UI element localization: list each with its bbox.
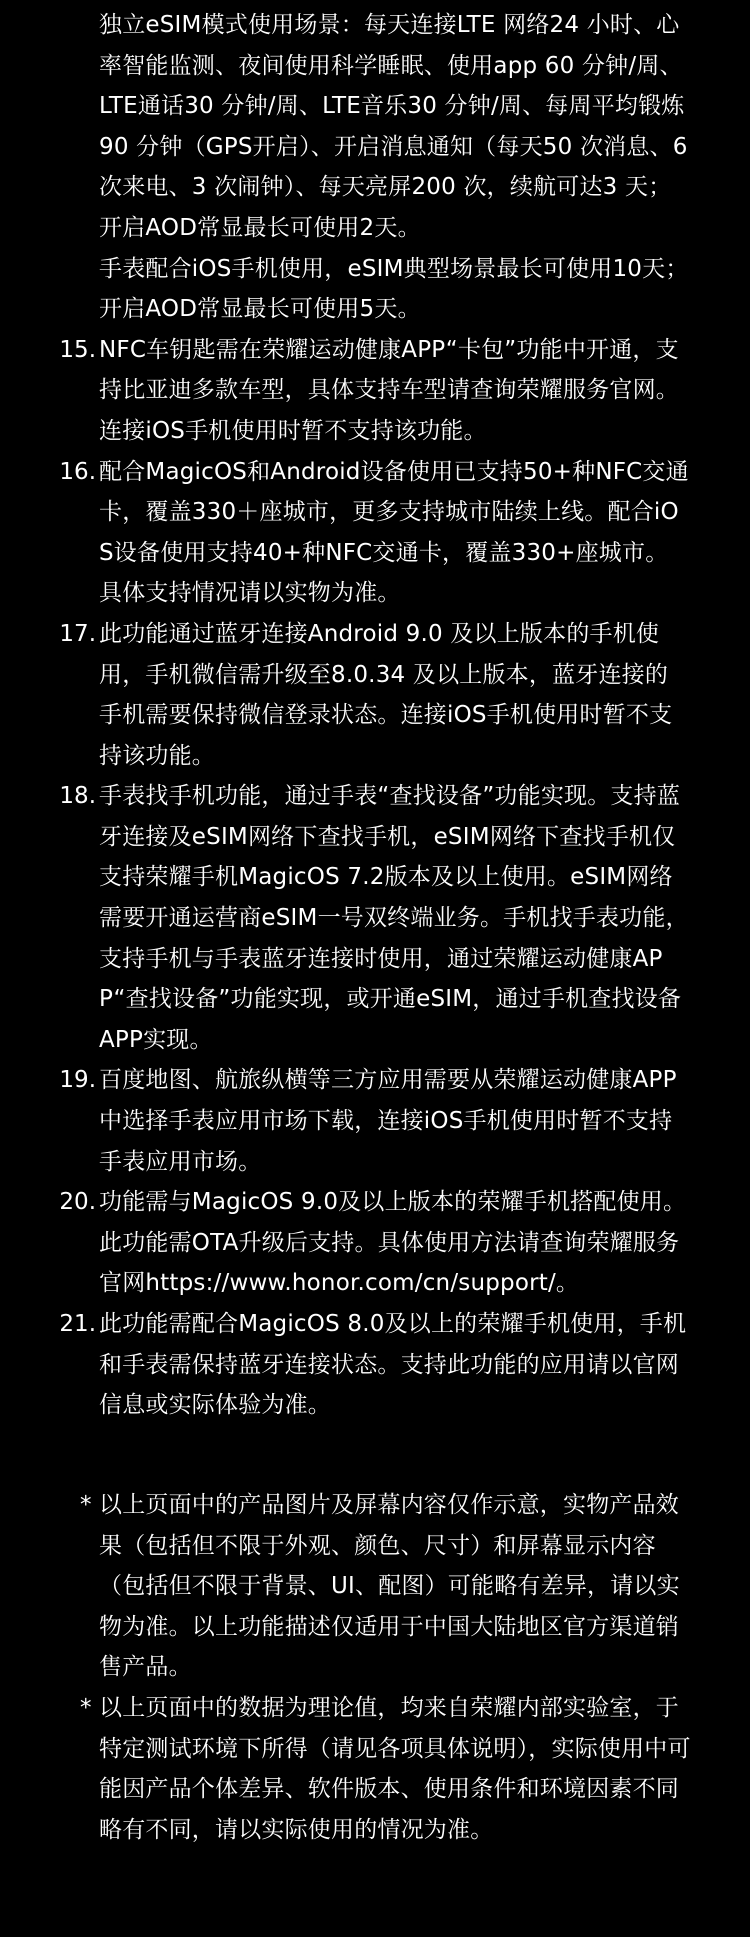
asterisk-mark: * — [80, 1492, 92, 1518]
footnote-number: 16. — [59, 458, 96, 485]
footnote-item — [0, 1060, 750, 1182]
disclaimer-item — [0, 1485, 750, 1688]
footnote-ios-battery: 手表配合iOS手机使用，eSIM典型场景最长可使用10天；开启AOD常显最长可使用5天。 — [99, 255, 689, 323]
footnote-item — [0, 776, 750, 1060]
footnote-number: 19. — [59, 1067, 96, 1094]
footnotes-list — [0, 5, 750, 1426]
asterisk-mark: * — [80, 1694, 92, 1721]
footnote-text: 手表找手机功能，通过手表“查找设备”功能实现。支持蓝牙连接及eSIM网络下查找手机，eSIM网络下查找手机仅支持荣耀手机MagicOS 7.2版本及以上使用。eSIM网络需要开通运营商eSIM一号双终端业务。手机找手表功能，支持手机与手表蓝牙连接时使用，通过荣耀运动健康APP“查找设备”功能实现，或开通eSIM，通过手机查找设备APP实现。 — [99, 783, 689, 1053]
footnote-item — [0, 614, 750, 776]
footnote-esim-scenario: 独立eSIM模式使用场景：每天连接LTE 网络24 小时、心率智能监测、夜间使用科学睡眠、使用app 60 分钟/周、LTE通话30 分钟/周、LTE音乐30 分钟/周、每周平均锻炼90 分钟（GPS开启）、开启消息通知（每天50 次消息、6 次来电、3 次闹钟）、每天亮屏200 次，续航可达3 天；开启AOD常显最长可使用2天。 — [99, 12, 688, 241]
footnote-item — [0, 1182, 750, 1304]
footnote-number: 18. — [59, 783, 96, 810]
disclaimer-item — [0, 1688, 750, 1850]
disclaimer-list — [0, 1485, 750, 1850]
footnote-text: 此功能通过蓝牙连接Android 9.0 及以上版本的手机使用，手机微信需升级至8.0.34 及以上版本，蓝牙连接的手机需要保持微信登录状态。连接iOS手机使用时暂不支持该功能。 — [99, 620, 673, 769]
footnote-item — [0, 452, 750, 614]
footnote-number: 15. — [59, 336, 96, 363]
footnote-text: 功能需与MagicOS 9.0及以上版本的荣耀手机搭配使用。此功能需OTA升级后支持。具体使用方法请查询荣耀服务官网https://www.honor.com/cn/support/。 — [99, 1189, 687, 1297]
disclaimer-text: 以上页面中的数据为理论值，均来自荣耀内部实验室，于特定测试环境下所得（请见各项具体说明），实际使用中可能因产品个体差异、软件版本、使用条件和环境因素不同略有不同，请以实际使用的情况为准。 — [99, 1694, 691, 1843]
footnote-number: 20. — [59, 1189, 96, 1216]
footnote-item — [0, 1304, 750, 1426]
footnote-text: NFC车钥匙需在荣耀运动健康APP“卡包”功能中开通，支持比亚迪多款车型，具体支持车型请查询荣耀服务官网。连接iOS手机使用时暂不支持该功能。 — [99, 336, 679, 444]
footnote-text: 百度地图、航旅纵横等三方应用需要从荣耀运动健康APP中选择手表应用市场下载，连接iOS手机使用时暂不支持手表应用市场。 — [99, 1067, 677, 1175]
footnote-item — [0, 330, 750, 452]
footnote-number: 17. — [59, 620, 96, 647]
disclaimer-text: 以上页面中的产品图片及屏幕内容仅作示意，实物产品效果（包括但不限于外观、颜色、尺寸）和屏幕显示内容（包括但不限于背景、UI、配图）可能略有差异，请以实物为准。以上功能描述仅适用于中国大陆地区官方渠道销售产品。 — [99, 1492, 680, 1681]
footnote-text: 配合MagicOS和Android设备使用已支持50+种NFC交通卡，覆盖330＋座城市，更多支持城市陆续上线。配合iOS设备使用支持40+种NFC交通卡，覆盖330+座城市。具体支持情况请以实物为准。 — [99, 458, 689, 607]
footnote-text: 此功能需配合MagicOS 8.0及以上的荣耀手机使用，手机和手表需保持蓝牙连接状态。支持此功能的应用请以官网信息或实际体验为准。 — [99, 1311, 687, 1419]
footnote-number: 21. — [59, 1311, 96, 1337]
